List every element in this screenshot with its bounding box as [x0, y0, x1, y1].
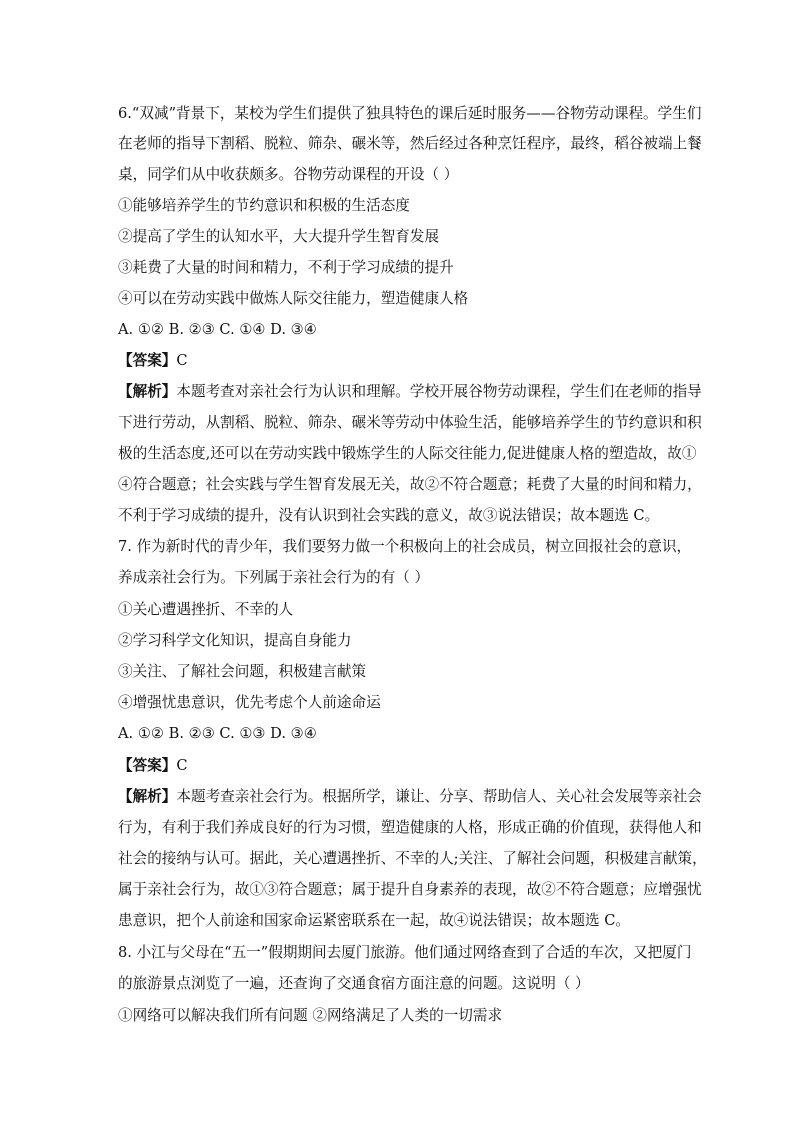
q7-stem-line-2: 养成亲社会行为。下列属于亲社会行为的有（ ）: [118, 569, 430, 586]
q6-option-4: ④可以在劳动实践中做炼人际交往能力，塑造健康人格: [118, 290, 469, 307]
q6-option-3: ③耗费了大量的时间和精力，不利于学习成绩的提升: [118, 259, 454, 276]
q6-analysis-line-1: [118, 382, 702, 402]
q6-choices: A. ①② B. ②③ C. ①④ D. ③④: [118, 321, 317, 338]
q6-analysis-line-4: ④符合题意；社会实践与学生智育发展无关，故②不符合题意；耗费了大量的时间和精力，: [118, 476, 702, 493]
q7-option-4: ④增强忧患意识，优先考虑个人前途命运: [118, 694, 381, 711]
analysis-label: 【解析】: [118, 788, 177, 805]
q8-stem-line-2: 的旅游景点浏览了一遍，还查询了交通食宿方面注意的问题。这说明（ ）: [118, 975, 590, 992]
q8-options-inline: ①网络可以解决我们所有问题 ②网络满足了人类的一切需求: [118, 1007, 503, 1024]
q8-stem-line-1: 8. 小江与父母在“五一”假期期间去厦门旅游。他们通过网络查到了合适的车次，又把厦门: [118, 944, 692, 961]
q7-answer: [118, 756, 686, 776]
q6-analysis-line-5: 不利于学习成绩的提升，没有认识到社会实践的意义，故③说法错误；故本题选 C。: [118, 507, 660, 524]
answer-value: C: [176, 352, 188, 369]
q6-option-2: ②提高了学生的认知水平，大大提升学生智育发展: [118, 228, 440, 245]
q7-option-1: ①关心遭遇挫折、不幸的人: [118, 601, 294, 618]
answer-label: 【答案】: [118, 352, 177, 369]
q6-stem-line-1: 6.“双减”背景下，某校为学生们提供了独具特色的课后延时服务——谷物劳动课程。学生们: [118, 105, 702, 122]
analysis-label: 【解析】: [118, 383, 177, 400]
q7-choices: A. ①② B. ②③ C. ①③ D. ③④: [118, 725, 317, 742]
answer-label: 【答案】: [118, 757, 177, 774]
q7-analysis-line-4: 属于亲社会行为，故①③符合题意；属于提升自身素养的表现，故②不符合题意；应增强忧: [118, 881, 702, 898]
q7-stem-line-1: 7. 作为新时代的青少年，我们要努力做一个积极向上的社会成员，树立回报社会的意识，: [118, 538, 692, 555]
q7-option-3: ③关注、了解社会问题，积极建言献策: [118, 663, 367, 680]
q7-analysis-line-3: 社会的接纳与认可。据此，关心遭遇挫折、不幸的人;关注、了解社会问题，积极建言献策，: [118, 850, 707, 867]
q6-option-1: ①能够培养学生的节约意识和积极的生活态度: [118, 197, 410, 214]
analysis-text: 本题考查亲社会行为。根据所学，谦让、分享、帮助信人、关心社会发展等亲社会: [176, 788, 702, 805]
q7-option-2: ②学习科学文化知识，提高自身能力: [118, 632, 352, 649]
q7-analysis-line-2: 行为，有利于我们养成良好的行为习惯，塑造健康的人格，形成正确的价值现，获得他人和: [118, 819, 702, 836]
answer-value: C: [176, 757, 188, 774]
analysis-text: 本题考查对亲社会行为认识和理解。学校开展谷物劳动课程，学生们在老师的指导: [176, 383, 702, 400]
q6-analysis-line-3: 极的生活态度,还可以在劳动实践中锻炼学生的人际交往能力,促进健康人格的塑造故，故①: [118, 445, 697, 462]
q6-stem-line-2: 在老师的指导下割稻、脱粒、筛杂、碾米等，然后经过各种烹饪程序，最终，稻谷被端上餐: [118, 135, 702, 152]
q6-analysis-line-2: 下进行劳动，从割稻、脱粒、筛杂、碾米等劳动中体验生活，能够培养学生的节约意识和积: [118, 414, 702, 431]
q7-analysis-line-5: 患意识，把个人前途和国家命运紧密联系在一起，故④说法错误；故本题选 C。: [118, 912, 630, 929]
q6-answer: [118, 351, 686, 371]
q6-stem-line-3: 桌，同学们从中收获颇多。谷物劳动课程的开设（ ）: [118, 166, 459, 183]
q7-analysis-line-1: [118, 787, 702, 807]
